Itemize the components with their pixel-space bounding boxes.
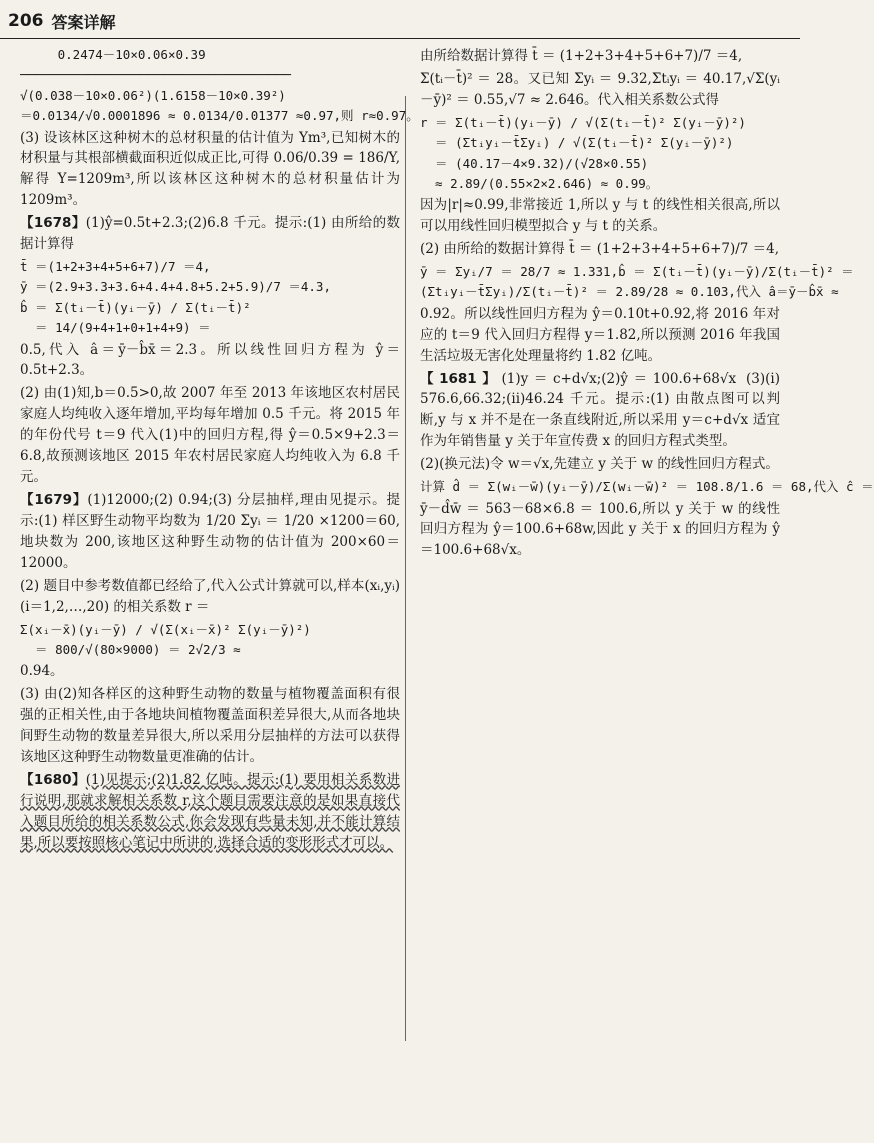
text-paragraph xyxy=(20,490,400,574)
text-content: ＝0.0134/√0.0001896 ≈ 0.0134/0.01377 ≈0.97,则 r≈0.97。 xyxy=(20,108,419,124)
text-content: t̄ ＝(1+2+3+4+5+6+7)/7 ＝4, xyxy=(20,259,211,275)
formula-line xyxy=(20,257,400,276)
text-content: 0.92。所以线性回归方程为 ŷ＝0.10t+0.92,将 2016 年对应的 t＝9 代入回归方程得 y＝1.82,所以预测 2016 年我国生活垃圾无害化处理量将约 1.82 亿吨。 xyxy=(420,305,780,364)
text-content: (1)ŷ=0.5t+2.3;(2)6.8 千元。提示:(1) 由所给的数据计算得 xyxy=(20,215,400,253)
text-paragraph xyxy=(20,661,400,682)
text-content: 计算 d̂ ＝ Σ(wᵢ－w̄)(yᵢ－ȳ)/Σ(wᵢ－w̄)² ＝ 108.8/1.6 ＝ 68,代入 ĉ ＝ xyxy=(420,479,874,495)
text-content: (3) 设该林区这种树木的总材积量的估计值为 Ym³,已知树木的材积量与其根部横截面积近似成正比,可得 0.06/0.39 = 186/Y,解得 Y=1209m³,所以该林区这种树木的总材积量估计为 1209m³。 xyxy=(20,129,400,209)
text-content: 0.94。 xyxy=(20,663,64,680)
text-paragraph xyxy=(20,340,400,382)
formula-line xyxy=(20,318,400,337)
formula-line xyxy=(20,620,400,639)
text-content: (2) 由(1)知,b＝0.5>0,故 2007 年至 2013 年该地区农村居民家庭人均纯收入逐年增加,平均每年增加 0.5 千元。将 2015 年的年份代号 t＝9 代入(1)中的回归方程,得 ŷ＝0.5×9+2.3＝6.8,故预测该地区 2015 年农村居民家庭人均纯收入为 6.8 千元。 xyxy=(20,385,400,486)
text-content: ＝ 14/(9+4+1+0+1+4+9) ＝ xyxy=(20,320,211,336)
header-rule xyxy=(0,38,800,39)
text-paragraph xyxy=(420,239,780,260)
text-content: ＝ (Σtᵢyᵢ－t̄Σyᵢ) / √(Σ(tᵢ－t̄)² Σ(yᵢ－ȳ)²) xyxy=(420,135,734,151)
question-number: 【1681】 xyxy=(420,370,502,387)
left-column xyxy=(20,44,419,856)
formula-line xyxy=(20,298,400,317)
formula-line xyxy=(20,86,400,105)
text-content: 0.2474－10×0.06×0.39 xyxy=(20,47,206,62)
formula-line xyxy=(420,477,874,496)
text-content: ＝ (40.17－4×9.32)/(√28×0.55) xyxy=(420,155,649,171)
text-content: ≈ 2.89/(0.55×2×2.646) ≈ 0.99。 xyxy=(420,175,659,191)
text-content: (1)见提示;(2)1.82 亿吨。提示:(1) 要用相关系数进行说明,那就求解相关系数 r,这个题目需要注意的是如果直接代入题目所给的相关系数公式,你会发现有些量未知,并不能计算结果,所以要按照核心笔记中所讲的,选择合适的变形形式才可以。 xyxy=(20,771,400,851)
question-number: 【1680】 xyxy=(20,771,86,788)
text-paragraph xyxy=(420,69,780,111)
text-content: ȳ－d̂w̄ ＝ 563－68×6.8 ＝ 100.6,所以 y 关于 w 的线性回归方程为 ŷ＝100.6+68w,因此 y 关于 x 的回归方程为 ŷ＝100.6+68√x。 xyxy=(420,500,780,559)
question-number: 【1678】 xyxy=(20,215,86,232)
formula-line xyxy=(20,640,400,659)
formula-line xyxy=(420,282,839,301)
text-paragraph xyxy=(20,684,400,768)
right-column xyxy=(420,44,874,563)
formula-line xyxy=(20,65,400,84)
text-paragraph xyxy=(20,576,400,618)
text-paragraph xyxy=(420,369,780,453)
text-content: (Σtᵢyᵢ－t̄Σyᵢ)/Σ(tᵢ－t̄)² ＝ 2.89/28 ≈ 0.103,代入 â＝ȳ－b̂x̄ ≈ xyxy=(420,284,839,300)
text-paragraph xyxy=(20,383,400,488)
running-title: 答案详解 xyxy=(51,12,116,32)
text-paragraph xyxy=(20,770,400,854)
text-content: 由所给数据计算得 t̄ ＝ (1+2+3+4+5+6+7)/7 ＝4, xyxy=(420,48,743,64)
formula-line xyxy=(20,277,400,296)
question-number: 【1679】 xyxy=(20,491,88,508)
page-header xyxy=(8,4,116,38)
text-content: ȳ ＝(2.9+3.3+3.6+4.4+4.8+5.2+5.9)/7 ＝4.3, xyxy=(20,279,331,295)
text-content: (2) 题目中参考数值都已经给了,代入公式计算就可以,样本(xᵢ,yᵢ)(i＝1,2,…,20) 的相关系数 r ＝ xyxy=(20,577,400,615)
column-divider xyxy=(405,96,406,1041)
text-content: (2)(换元法)令 w＝√x,先建立 y 关于 w 的线性回归方程式。 xyxy=(420,456,779,473)
text-content: 0.5,代入 â＝ȳ－b̂x̄＝2.3。所以线性回归方程为 ŷ＝0.5t+2.3。 xyxy=(20,341,400,379)
text-paragraph xyxy=(420,499,780,562)
text-content: 因为|r|≈0.99,非常接近 1,所以 y 与 t 的线性相关很高,所以可以用线性回归模型拟合 y 与 t 的关系。 xyxy=(420,197,780,235)
text-content: Σ(xᵢ－x̄)(yᵢ－ȳ) / √(Σ(xᵢ－x̄)² Σ(yᵢ－ȳ)²) xyxy=(20,621,311,637)
text-paragraph xyxy=(420,195,780,237)
text-paragraph xyxy=(420,304,780,367)
text-paragraph xyxy=(420,454,780,475)
text-content: Σ(tᵢ－t̄)² ＝ 28。又已知 Σyᵢ ＝ 9.32,Σtᵢyᵢ ＝ 40.17,√Σ(yᵢ－ȳ)² ＝ 0.55,√7 ≈ 2.646。代入相关系数公式得 xyxy=(420,70,780,108)
formula-line xyxy=(20,45,400,64)
formula-line xyxy=(420,262,854,281)
text-paragraph xyxy=(20,128,400,212)
text-content: ＝ 800/√(80×9000) ＝ 2√2/3 ≈ xyxy=(20,641,241,657)
formula-line xyxy=(420,154,780,173)
text-content: (2) 由所给的数据计算得 t̄ ＝ (1+2+3+4+5+6+7)/7 ＝4, xyxy=(420,241,780,258)
text-content: ȳ ＝ Σyᵢ/7 ＝ 28/7 ≈ 1.331,b̂ ＝ Σ(tᵢ－t̄)(yᵢ－ȳ)/Σ(tᵢ－t̄)² ＝ xyxy=(420,264,854,280)
formula-line xyxy=(420,174,780,193)
formula-line xyxy=(420,113,780,132)
text-content: b̂ ＝ Σ(tᵢ－t̄)(yᵢ－ȳ) / Σ(tᵢ－t̄)² xyxy=(20,299,251,315)
text-paragraph xyxy=(420,46,780,67)
page-number: 206 xyxy=(8,11,44,31)
text-content: r ＝ Σ(tᵢ－t̄)(yᵢ－ȳ) / √(Σ(tᵢ－t̄)² Σ(yᵢ－ȳ)²) xyxy=(420,114,746,130)
formula-line xyxy=(420,133,780,152)
text-content: ──────────────────────────────────── xyxy=(20,67,291,83)
text-content: (1)12000;(2) 0.94;(3) 分层抽样,理由见提示。提示:(1) 样区野生动物平均数为 1/20 Σyᵢ ＝ 1/20 ×1200＝60,地块数为 200,该地区这种野生动物的估计值为 200×60＝12000。 xyxy=(20,491,400,571)
formula-line xyxy=(20,106,419,125)
text-content: √(0.038－10×0.06²)(1.6158－10×0.39²) xyxy=(20,87,286,103)
text-content: (3) 由(2)知各样区的这种野生动物的数量与植物覆盖面积有很强的正相关性,由于各地块间植物覆盖面积差异很大,从而各地块间野生动物的数量差异很大,所以采用分层抽样的方法可以获得该地区这种野生动物数量更准确的估计。 xyxy=(20,686,400,765)
text-content: (1)y＝c+d√x;(2)ŷ＝100.6+68√x (3)(i) 576.6,66.32;(ii)46.24 千元。提示:(1) 由散点图可以判断,y 与 x 并不是在一条直线附近,所以采用 y＝c+d√x 适宜作为年销售量 y 关于年宣传费 x 的回归方程式类型。 xyxy=(420,370,780,450)
text-paragraph xyxy=(20,213,400,255)
